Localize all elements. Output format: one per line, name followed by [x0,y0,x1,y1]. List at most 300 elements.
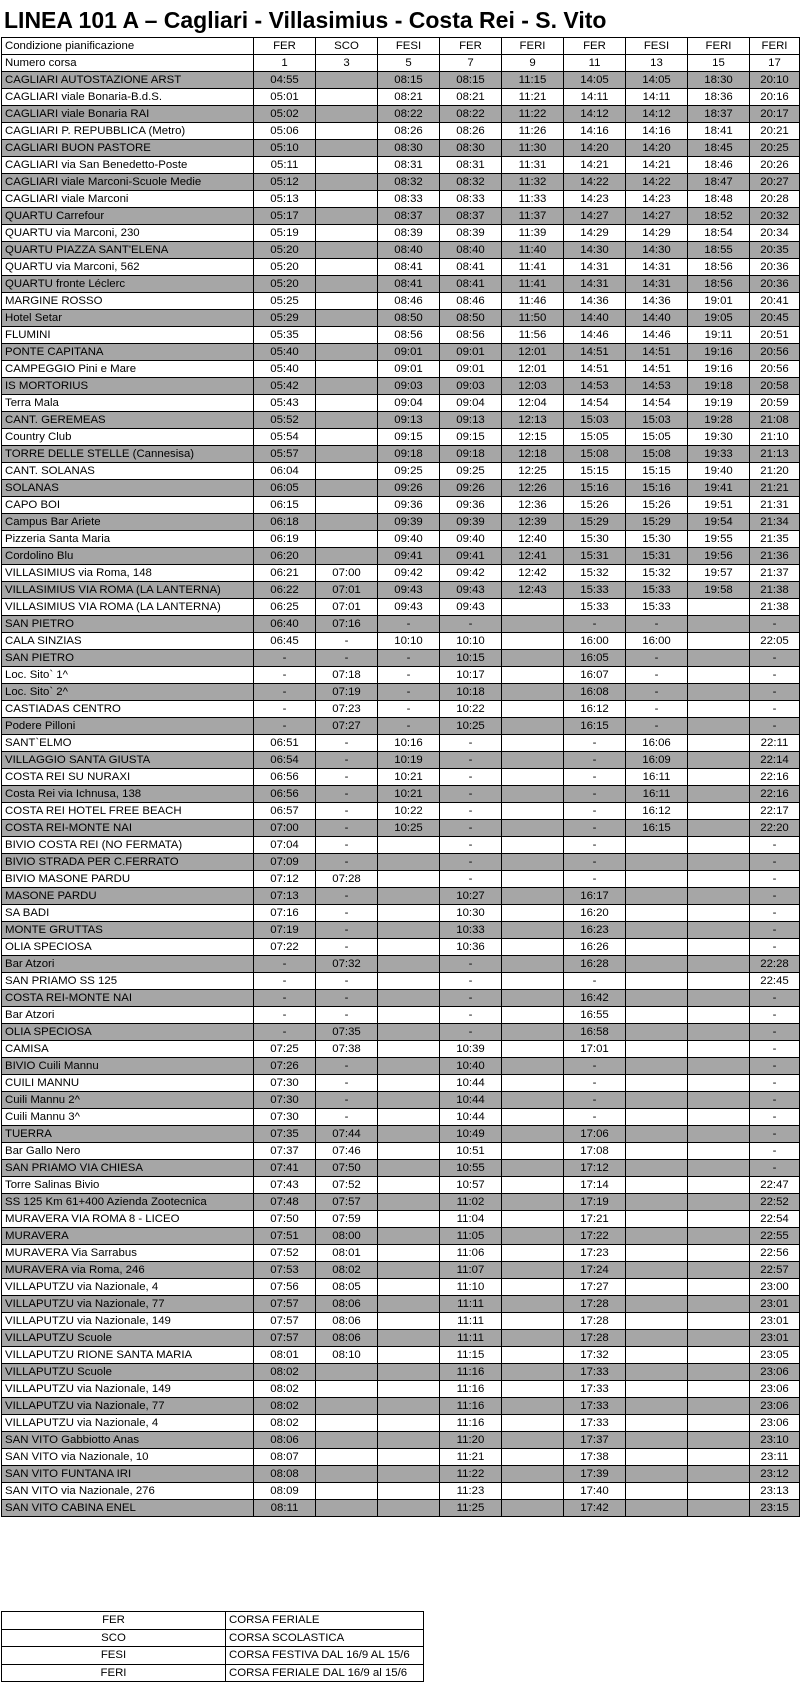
time-cell: 09:25 [378,463,440,480]
row-label-cell: MASONE PARDU [2,888,254,905]
time-cell: - [564,1058,626,1075]
time-cell [626,1109,688,1126]
time-cell: - [440,871,502,888]
row-label-cell: VILLAPUTZU via Nazionale, 149 [2,1381,254,1398]
time-cell [502,650,564,667]
time-cell [378,837,440,854]
time-cell: 14:11 [564,89,626,106]
time-cell: 14:29 [564,225,626,242]
time-cell: 21:36 [750,548,800,565]
time-cell [378,1449,440,1466]
time-cell [378,1279,440,1296]
table-row [2,463,800,480]
time-cell: 21:10 [750,429,800,446]
time-cell: 08:02 [254,1381,316,1398]
row-label-cell: CAMPEGGIO Pini e Mare [2,361,254,378]
table-row [2,429,800,446]
row-label-cell: MURAVERA [2,1228,254,1245]
time-cell: 21:21 [750,480,800,497]
time-cell [688,1126,750,1143]
time-cell [626,1211,688,1228]
time-cell: 19:11 [688,327,750,344]
time-cell: 22:16 [750,786,800,803]
time-cell: 08:31 [440,157,502,174]
time-cell: 17:38 [564,1449,626,1466]
legend-description: CORSA FERIALE [226,1612,424,1630]
time-cell: - [254,990,316,1007]
time-cell [626,1500,688,1517]
time-cell [502,735,564,752]
row-label-cell: Loc. Sito` 2^ [2,684,254,701]
row-label-cell: SAN VITO via Nazionale, 276 [2,1483,254,1500]
row-label-cell: Cuili Mannu 3^ [2,1109,254,1126]
time-cell: 14:40 [564,310,626,327]
time-cell: 11:22 [440,1466,502,1483]
time-cell [626,1415,688,1432]
table-row [2,395,800,412]
time-cell: 09:40 [440,531,502,548]
table-row [2,701,800,718]
time-cell [378,1347,440,1364]
time-cell: 19:51 [688,497,750,514]
time-cell [378,1058,440,1075]
table-row [2,327,800,344]
table-row [2,1364,800,1381]
row-label-cell: Pizzeria Santa Maria [2,531,254,548]
time-cell: 07:23 [316,701,378,718]
time-cell: 12:18 [502,446,564,463]
time-cell [626,1381,688,1398]
table-row [2,939,800,956]
time-cell: 14:53 [564,378,626,395]
time-cell [688,1347,750,1364]
time-cell: - [440,1007,502,1024]
table-row [2,820,800,837]
time-cell: 08:00 [316,1228,378,1245]
time-cell: - [440,769,502,786]
time-cell: 08:21 [440,89,502,106]
time-cell: 17:37 [564,1432,626,1449]
time-cell: 17 [750,55,800,72]
row-label-cell: Bar Gallo Nero [2,1143,254,1160]
time-cell: 08:41 [378,259,440,276]
time-cell: 11:40 [502,242,564,259]
time-cell: - [750,871,800,888]
time-cell [316,1500,378,1517]
row-label-cell: BIVIO MASONE PARDU [2,871,254,888]
time-cell: 07:00 [254,820,316,837]
row-label-cell: Costa Rei via Ichnusa, 138 [2,786,254,803]
time-cell: 06:40 [254,616,316,633]
time-cell [316,1381,378,1398]
time-cell: - [316,837,378,854]
time-cell: - [254,973,316,990]
time-cell [316,123,378,140]
time-cell: 12:40 [502,531,564,548]
table-row [2,769,800,786]
time-cell [626,1160,688,1177]
time-cell: 08:02 [316,1262,378,1279]
table-row [2,1415,800,1432]
time-cell: 10:49 [440,1126,502,1143]
time-cell: 06:54 [254,752,316,769]
legend-description: CORSA SCOLASTICA [226,1629,424,1647]
time-cell: 19:33 [688,446,750,463]
time-cell: 09:03 [378,378,440,395]
time-cell: 21:31 [750,497,800,514]
time-cell: 08:56 [378,327,440,344]
time-cell [688,837,750,854]
time-cell: 09:42 [440,565,502,582]
time-cell: 10:16 [378,735,440,752]
time-cell: 09:43 [378,582,440,599]
time-cell: 06:21 [254,565,316,582]
time-cell: 23:10 [750,1432,800,1449]
time-cell: 06:45 [254,633,316,650]
time-cell: 09:26 [378,480,440,497]
row-label-cell: CAGLIARI via San Benedetto-Poste [2,157,254,174]
time-cell [378,956,440,973]
time-cell [378,1330,440,1347]
time-cell [378,1041,440,1058]
row-label-cell: VILLAPUTZU Scuole [2,1330,254,1347]
time-cell: 08:26 [378,123,440,140]
row-label-cell: VILLAPUTZU via Nazionale, 77 [2,1398,254,1415]
table-row [2,650,800,667]
time-cell: 07:35 [254,1126,316,1143]
time-cell: 18:41 [688,123,750,140]
time-cell: 11:05 [440,1228,502,1245]
time-cell [378,1109,440,1126]
table-row [2,208,800,225]
time-cell: 08:41 [440,276,502,293]
time-cell: 05:40 [254,361,316,378]
time-cell [316,293,378,310]
legend-code: SCO [2,1629,226,1647]
time-cell [316,548,378,565]
time-cell: 06:57 [254,803,316,820]
time-cell: 08:41 [440,259,502,276]
time-cell: 11:02 [440,1194,502,1211]
time-cell [688,1415,750,1432]
time-cell [688,1160,750,1177]
row-label-cell: VILLAGGIO SANTA GIUSTA [2,752,254,769]
row-label-cell: CANT. SOLANAS [2,463,254,480]
time-cell [378,1296,440,1313]
time-cell: - [750,701,800,718]
table-row [2,242,800,259]
time-cell: - [440,956,502,973]
time-cell: 07:22 [254,939,316,956]
time-cell [688,701,750,718]
time-cell [688,667,750,684]
time-cell: 23:06 [750,1398,800,1415]
time-cell: 15:29 [626,514,688,531]
table-row [2,361,800,378]
time-cell [502,905,564,922]
time-cell: 07:56 [254,1279,316,1296]
row-label-cell: COSTA REI HOTEL FREE BEACH [2,803,254,820]
row-label-cell: CASTIADAS CENTRO [2,701,254,718]
table-row [2,157,800,174]
time-cell: - [440,735,502,752]
time-cell [502,1092,564,1109]
time-cell: 08:10 [316,1347,378,1364]
time-cell: 20:21 [750,123,800,140]
time-cell [502,1483,564,1500]
time-cell: 15:30 [626,531,688,548]
time-cell: 19:19 [688,395,750,412]
time-cell: 16:12 [626,803,688,820]
time-cell [316,412,378,429]
time-cell: 15:05 [564,429,626,446]
time-cell: 14:05 [564,72,626,89]
time-cell: 08:21 [378,89,440,106]
time-cell: 11:30 [502,140,564,157]
time-cell [316,395,378,412]
time-cell: - [750,939,800,956]
time-cell: 14:40 [626,310,688,327]
time-cell: 10:44 [440,1109,502,1126]
time-cell [626,1075,688,1092]
time-cell: 23:06 [750,1381,800,1398]
time-cell: 12:04 [502,395,564,412]
time-cell: 20:36 [750,259,800,276]
time-cell: 10:18 [440,684,502,701]
time-cell [626,939,688,956]
time-cell: 07:30 [254,1092,316,1109]
table-row [2,1245,800,1262]
time-cell [316,157,378,174]
time-cell: 14:54 [626,395,688,412]
time-cell: 07:26 [254,1058,316,1075]
time-cell: 17:33 [564,1381,626,1398]
time-cell: 11:33 [502,191,564,208]
time-cell: - [564,752,626,769]
time-cell: 05:57 [254,446,316,463]
time-cell: 08:37 [440,208,502,225]
row-label-cell: TORRE DELLE STELLE (Cannesisa) [2,446,254,463]
row-label-cell: SAN VITO CABINA ENEL [2,1500,254,1517]
time-cell: 16:15 [564,718,626,735]
time-cell: - [254,650,316,667]
row-label-cell: VILLASIMIUS VIA ROMA (LA LANTERNA) [2,599,254,616]
row-label-cell: Terra Mala [2,395,254,412]
time-cell: 10:44 [440,1075,502,1092]
time-cell [502,871,564,888]
time-cell: 22:17 [750,803,800,820]
time-cell: - [440,616,502,633]
time-cell: 22:55 [750,1228,800,1245]
time-cell: 05:10 [254,140,316,157]
time-cell: 10:27 [440,888,502,905]
time-cell [626,1143,688,1160]
time-cell [502,769,564,786]
row-label-cell: Podere Pilloni [2,718,254,735]
time-cell: 08:02 [254,1415,316,1432]
time-cell: 19:58 [688,582,750,599]
time-cell: - [316,735,378,752]
table-row [2,1347,800,1364]
time-cell: 21:38 [750,582,800,599]
row-label-cell: Numero corsa [2,55,254,72]
time-cell: - [564,786,626,803]
time-cell [378,1398,440,1415]
time-cell: - [440,786,502,803]
time-cell: - [316,633,378,650]
time-cell: 21:08 [750,412,800,429]
table-row [2,1483,800,1500]
time-cell [688,599,750,616]
row-label-cell: VILLAPUTZU via Nazionale, 4 [2,1415,254,1432]
time-cell: 07:32 [316,956,378,973]
time-cell: 20:32 [750,208,800,225]
time-cell: 19:30 [688,429,750,446]
time-cell: 17:28 [564,1296,626,1313]
time-cell: 16:09 [626,752,688,769]
time-cell [688,854,750,871]
time-cell [502,1415,564,1432]
time-cell: - [750,684,800,701]
time-cell: - [626,718,688,735]
time-cell: 14:30 [564,242,626,259]
time-cell: 07:27 [316,718,378,735]
time-cell [502,1024,564,1041]
row-label-cell: MARGINE ROSSO [2,293,254,310]
time-cell: 08:56 [440,327,502,344]
time-cell: 05:43 [254,395,316,412]
time-cell [378,1024,440,1041]
time-cell: 16:42 [564,990,626,1007]
time-cell [378,905,440,922]
time-cell [316,140,378,157]
time-cell [688,1143,750,1160]
time-cell: 21:35 [750,531,800,548]
time-cell: - [564,1092,626,1109]
time-cell: 11:06 [440,1245,502,1262]
row-label-cell: MONTE GRUTTAS [2,922,254,939]
time-cell [316,208,378,225]
time-cell: 21:34 [750,514,800,531]
time-cell [688,956,750,973]
time-cell: FER [440,38,502,55]
table-row [2,1075,800,1092]
row-label-cell: Cuili Mannu 2^ [2,1092,254,1109]
time-cell: - [316,990,378,1007]
time-cell: - [316,1007,378,1024]
time-cell: - [564,973,626,990]
table-row [2,786,800,803]
time-cell: 12:26 [502,480,564,497]
time-cell: 09:39 [378,514,440,531]
time-cell: 05:29 [254,310,316,327]
time-cell: 08:22 [378,106,440,123]
time-cell: 09:40 [378,531,440,548]
time-cell: 15:08 [626,446,688,463]
row-label-cell: FLUMINI [2,327,254,344]
time-cell [502,1058,564,1075]
time-cell: 12:42 [502,565,564,582]
time-cell: 23:12 [750,1466,800,1483]
time-cell: 15:15 [626,463,688,480]
time-cell: - [316,939,378,956]
time-cell [626,1449,688,1466]
time-cell [378,1262,440,1279]
time-cell: 15:32 [564,565,626,582]
time-cell [316,378,378,395]
time-cell [502,1194,564,1211]
time-cell [626,1330,688,1347]
time-cell: 11:21 [440,1449,502,1466]
time-cell [316,242,378,259]
time-cell: 12:41 [502,548,564,565]
time-cell: 10:44 [440,1092,502,1109]
time-cell: 18:45 [688,140,750,157]
time-cell: 21:37 [750,565,800,582]
row-label-cell: SAN VITO FUNTANA IRI [2,1466,254,1483]
time-cell: - [316,888,378,905]
table-row [2,565,800,582]
table-row [2,599,800,616]
time-cell [626,1024,688,1041]
time-cell [688,1177,750,1194]
time-cell: 14:27 [564,208,626,225]
time-cell: 12:03 [502,378,564,395]
time-cell [502,1245,564,1262]
time-cell: 05:42 [254,378,316,395]
table-row [2,905,800,922]
table-row [2,293,800,310]
time-cell: - [564,854,626,871]
time-cell [626,1177,688,1194]
time-cell: - [750,616,800,633]
time-cell: - [378,718,440,735]
time-cell: 12:39 [502,514,564,531]
time-cell: 17:06 [564,1126,626,1143]
time-cell: 23:00 [750,1279,800,1296]
time-cell [502,1007,564,1024]
time-cell: 23:01 [750,1296,800,1313]
time-cell [688,1092,750,1109]
time-cell [316,1449,378,1466]
time-cell: 07:18 [316,667,378,684]
table-row [2,276,800,293]
time-cell: 07:28 [316,871,378,888]
time-cell [626,1228,688,1245]
table-row [2,174,800,191]
time-cell: - [750,1092,800,1109]
time-cell [626,1483,688,1500]
time-cell: - [750,1058,800,1075]
time-cell: 07:16 [254,905,316,922]
time-cell [626,956,688,973]
time-cell: 11:15 [502,72,564,89]
time-cell: 08:06 [316,1313,378,1330]
time-cell: 09:01 [440,361,502,378]
time-cell: - [750,837,800,854]
row-label-cell: Torre Salinas Bivio [2,1177,254,1194]
table-row [2,803,800,820]
table-row [2,633,800,650]
time-cell [688,684,750,701]
time-cell: 16:20 [564,905,626,922]
time-cell: 06:56 [254,786,316,803]
time-cell: 08:08 [254,1466,316,1483]
time-cell: 14:54 [564,395,626,412]
time-cell: 15:26 [626,497,688,514]
table-row [2,480,800,497]
time-cell [688,990,750,1007]
